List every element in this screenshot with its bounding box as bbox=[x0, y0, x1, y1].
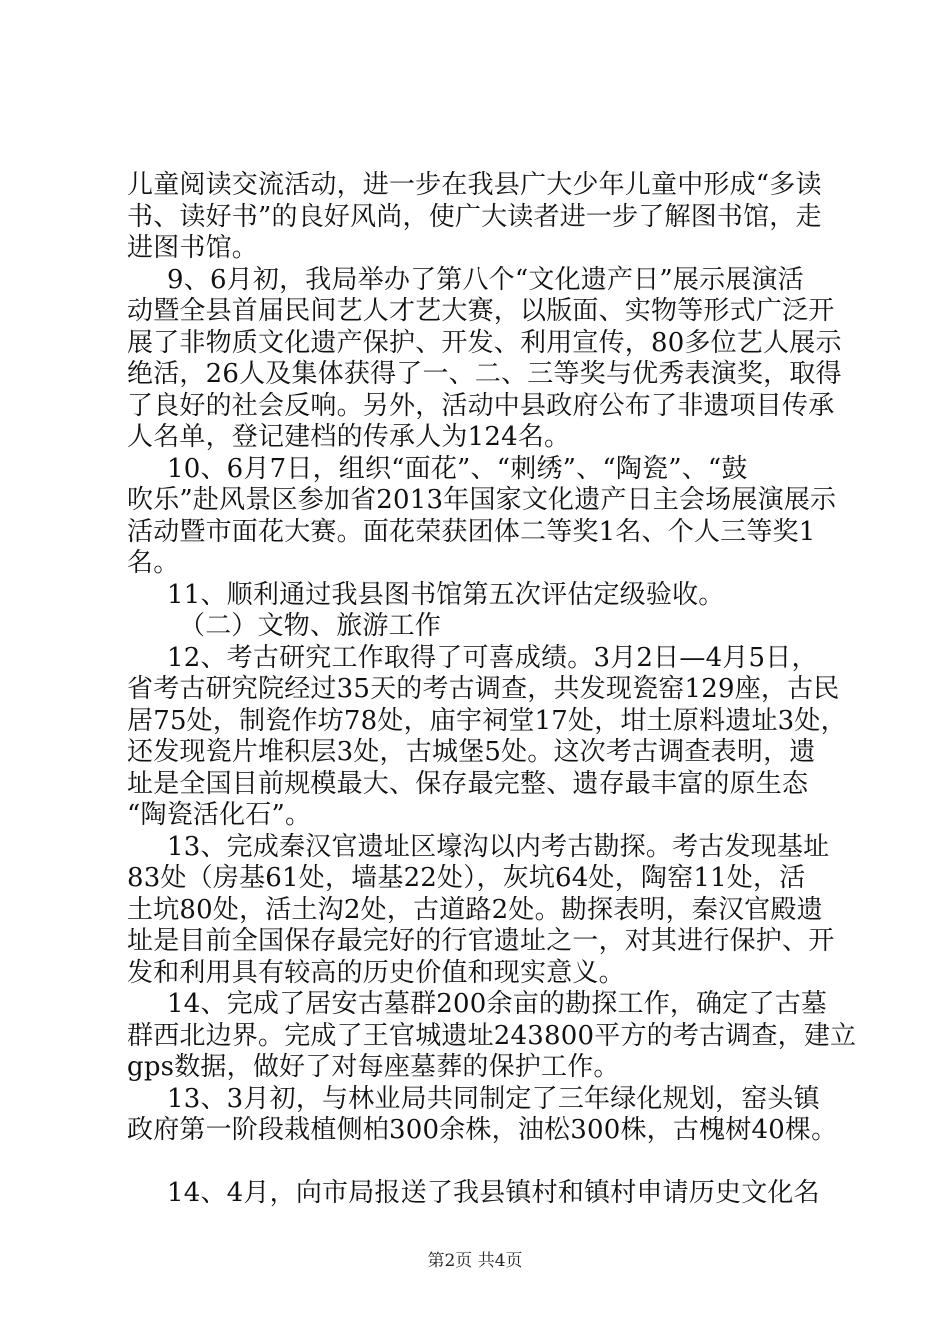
body-line: 址是全国目前规模最大、保存最完整、遗存最丰富的原生态 bbox=[127, 768, 809, 799]
body-line: 进图书馆。 bbox=[127, 233, 259, 263]
body-line: 儿童阅读交流活动，进一步在我县广大少年儿童中形成“多读 bbox=[127, 170, 822, 200]
body-line: 书、读好书”的良好风尚，使广大读者进一步了解图书馆，走 bbox=[127, 201, 822, 232]
body-line: 了良好的社会反响。另外，活动中县政府公布了非遗项目传承 bbox=[127, 390, 835, 421]
paragraph-start: 9、6月初，我局举办了第八个“文化遗产日”展示展演活 bbox=[167, 264, 804, 295]
paragraph-start: 14、4月，向市局报送了我县镇村和镇村申请历史文化名 bbox=[167, 1178, 820, 1208]
blank-line bbox=[127, 1147, 839, 1179]
page-indicator: 第2页 共4页 bbox=[427, 1251, 523, 1271]
body-line: 还发现瓷片堆积层3处，古城堡5处。这次考古调查表明，遗 bbox=[127, 737, 816, 767]
paragraph-start: 10、6月7日，组织“面花”、“刺绣”、“陶瓷”、“鼓 bbox=[167, 453, 748, 484]
page-footer bbox=[0, 1246, 950, 1271]
body-line: 名。 bbox=[127, 548, 180, 578]
body-line: 展了非物质文化遗产保护、开发、利用宣传，80多位艺人展示 bbox=[127, 327, 842, 358]
body-line: 群西北边界。完成了王官城遗址243800平方的考古调查，建立 bbox=[127, 1020, 857, 1051]
body-line: 绝活，26人及集体获得了一、二、三等奖与优秀表演奖，取得 bbox=[127, 359, 842, 389]
paragraph-start: 14、完成了居安古墓群200余亩的勘探工作，确定了古墓 bbox=[167, 989, 828, 1019]
section-heading: （二）文物、旅游工作 bbox=[179, 611, 442, 641]
paragraph-start: 12、考古研究工作取得了可喜成绩。3月2日—4月5日， bbox=[167, 642, 818, 673]
body-line: 土坑80处，活土沟2处，古道路2处。勘探表明，秦汉官殿遗 bbox=[127, 894, 823, 925]
body-line: gps数据，做好了对每座墓葬的保护工作。 bbox=[127, 1052, 620, 1082]
body-line: 居75处，制瓷作坊78处，庙宇祠堂17处，坩土原料遗址3处， bbox=[127, 705, 847, 736]
paragraph-start: 13、完成秦汉官遗址区壕沟以内考古勘探。考古发现基址 bbox=[167, 831, 830, 862]
body-line: 人名单，登记建档的传承人为124名。 bbox=[127, 422, 571, 452]
body-line: “陶瓷活化石”。 bbox=[127, 800, 312, 830]
body-line: 83处（房基61处，墙基22处），灰坑64处，陶窑11处，活 bbox=[127, 863, 806, 893]
body-line: 吹乐”赴风景区参加省2013年国家文化遗产日主会场展演展示 bbox=[127, 485, 837, 515]
body-line: 动暨全县首届民间艺人才艺大赛，以版面、实物等形式广泛开 bbox=[127, 296, 835, 326]
paragraph-start: 11、顺利通过我县图书馆第五次评估定级验收。 bbox=[167, 579, 725, 610]
body-line: 址是目前全国保存最完好的行官遗址之一，对其进行保护、开 bbox=[127, 926, 835, 956]
body-line: 活动暨市面花大赛。面花荣获团体二等奖1名、个人三等奖1 bbox=[127, 516, 816, 547]
body-line: 政府第一阶段栽植侧柏300余株，油松300株，古槐树40棵。 bbox=[127, 1115, 838, 1145]
document-body bbox=[127, 170, 857, 1210]
paragraph-start: 13、3月初，与林业局共同制定了三年绿化规划，窑头镇 bbox=[167, 1083, 820, 1114]
body-line: 发和利用具有较高的历史价值和现实意义。 bbox=[127, 957, 625, 988]
body-line: 省考古研究院经过35天的考古调查，共发现瓷窑129座，古民 bbox=[127, 674, 840, 704]
